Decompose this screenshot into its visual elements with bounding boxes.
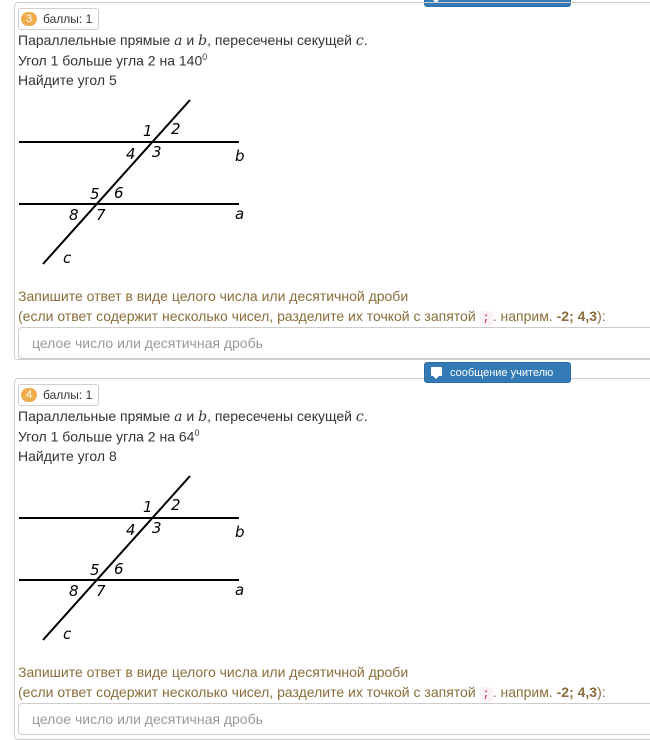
answer-input[interactable]: целое число или десятичная дробь — [18, 327, 650, 359]
line-label-a: a — [235, 205, 245, 223]
angle-label-4: 4 — [126, 145, 136, 163]
question-line-2: Угол 1 больше угла 2 на $140^0$ — [18, 52, 208, 69]
message-teacher-button[interactable] — [424, 362, 571, 383]
task-4-header — [18, 384, 99, 406]
question-line-2: Угол 1 больше угла 2 на $64^0$ — [18, 428, 200, 445]
answer-input[interactable]: целое число или десятичная дробь — [18, 703, 650, 735]
separator-code: ; — [480, 311, 493, 325]
question-line-1: Параллельные прямые a и b, пересечены секущей c. — [18, 408, 368, 425]
line-label-c: c — [63, 625, 72, 643]
line-c — [43, 476, 190, 640]
task-number-badge: 4 — [21, 388, 37, 402]
angle-label-8: 8 — [69, 582, 79, 600]
line-c — [43, 100, 190, 264]
angle-label-5: 5 — [90, 185, 100, 203]
answer-hint-line-2: (если ответ содержит несколько чисел, разделите их точкой с запятой ; . наприм. -2; 4,3): — [18, 684, 606, 701]
angle-label-1: 1 — [143, 498, 153, 516]
angle-label-2: 2 — [171, 496, 181, 514]
angle-label-7: 7 — [96, 582, 106, 600]
angle-label-4: 4 — [126, 521, 136, 539]
line-label-b: b — [235, 147, 245, 165]
question-line-3: Найдите угол 5 — [18, 72, 117, 88]
line-label-c: c — [63, 249, 72, 267]
comment-icon — [431, 367, 442, 379]
line-label-a: a — [235, 581, 245, 599]
angle-label-1: 1 — [143, 122, 153, 140]
question-line-3: Найдите угол 8 — [18, 448, 117, 464]
parallel-lines-figure — [14, 96, 274, 268]
question-line-1: Параллельные прямые a и b, пересечены секущей c. — [18, 32, 368, 49]
angle-label-5: 5 — [90, 561, 100, 579]
angle-label-6: 6 — [114, 184, 124, 202]
angle-label-3: 3 — [152, 519, 162, 537]
angle-label-8: 8 — [69, 206, 79, 224]
task-3-header — [18, 8, 99, 30]
answer-hint-line-1: Запишите ответ в виде целого числа или десятичной дроби — [18, 288, 409, 304]
points-label: баллы: 1 — [43, 12, 93, 26]
parallel-lines-figure — [14, 472, 274, 644]
task-number-badge: 3 — [21, 12, 37, 26]
angle-label-2: 2 — [171, 120, 181, 138]
angle-label-7: 7 — [96, 206, 106, 224]
angle-label-3: 3 — [152, 143, 162, 161]
angle-label-6: 6 — [114, 560, 124, 578]
line-label-b: b — [235, 523, 245, 541]
answer-hint-line-2: (если ответ содержит несколько чисел, разделите их точкой с запятой ; . наприм. -2; 4,3): — [18, 308, 606, 325]
points-label: баллы: 1 — [43, 388, 93, 402]
separator-code: ; — [480, 687, 493, 701]
answer-hint-line-1: Запишите ответ в виде целого числа или десятичной дроби — [18, 664, 409, 680]
message-teacher-label: сообщение учителю — [450, 366, 554, 379]
